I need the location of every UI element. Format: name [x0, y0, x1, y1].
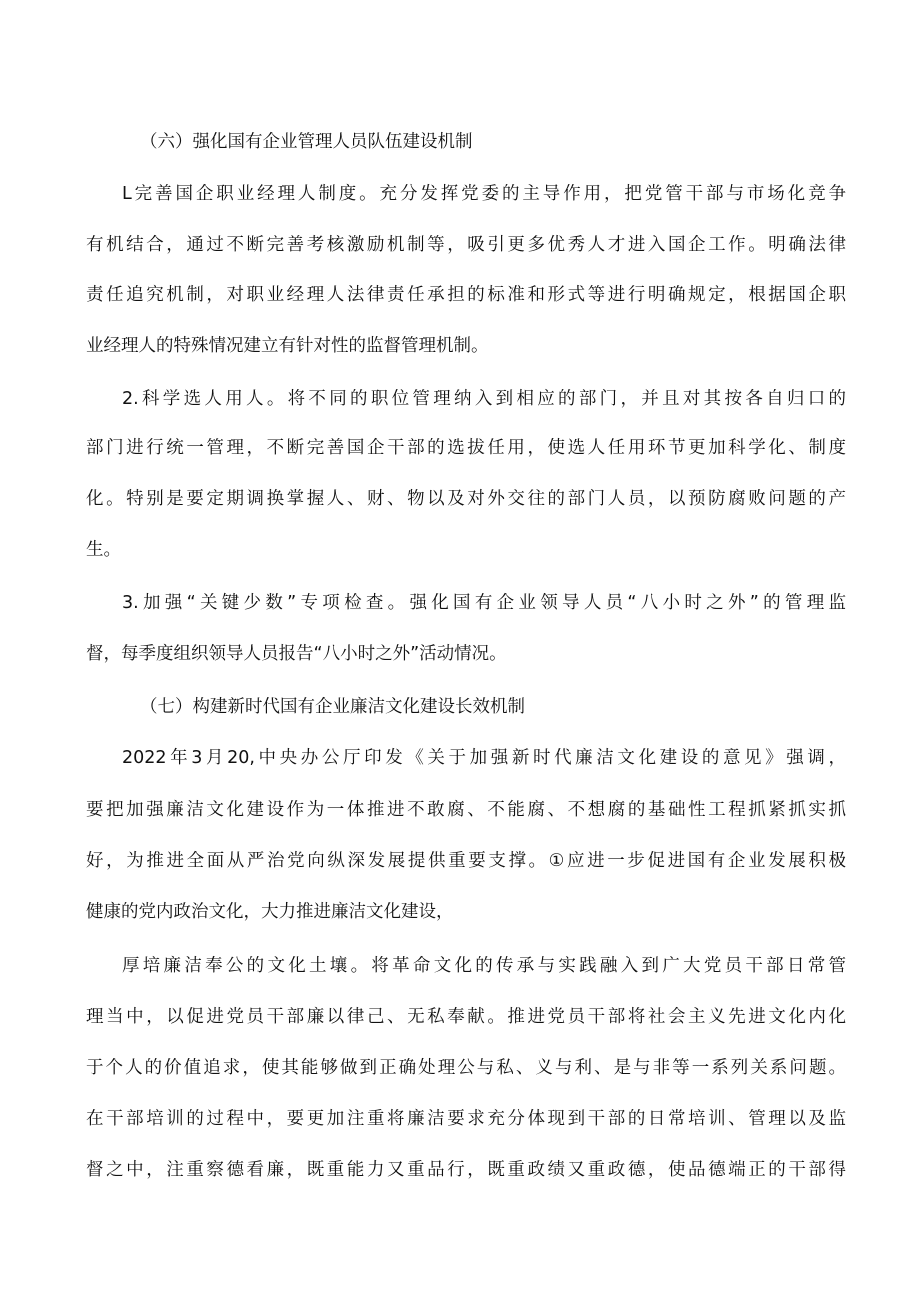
paragraph-line: 健康的党内政治文化，大力推进廉洁文化建设， [86, 902, 454, 922]
paragraph-line: 好，为推进全面从严治党向纵深发展提供重要支撑。①应进一步促进国有企业发展积极 [86, 851, 846, 871]
paragraph-line: 责任追究机制，对职业经理人法律责任承担的标准和形式等进行明确规定，根据国企职 [86, 285, 846, 305]
paragraph-line: 督之中，注重察德看廉，既重能力又重品行，既重政绩又重政德，使品德端正的干部得 [86, 1160, 846, 1180]
paragraph-line: 在干部培训的过程中，要更加注重将廉洁要求充分体现到干部的日常培训、管理以及监 [86, 1109, 846, 1129]
paragraph-line: 2.科学选人用人。将不同的职位管理纳入到相应的部门，并且对其按各自归口的 [122, 389, 846, 409]
paragraph-line: 要把加强廉洁文化建设作为一体推进不敢腐、不能腐、不想腐的基础性工程抓紧抓实抓 [86, 800, 846, 820]
paragraph-line: 生。 [86, 540, 121, 560]
paragraph-line: 部门进行统一管理，不断完善国企干部的选拔任用，使选人任用环节更加科学化、制度 [86, 438, 846, 458]
paragraph-line: 2022年3月20,中央办公厅印发《关于加强新时代廉洁文化建设的意见》强调， [122, 748, 846, 768]
paragraph-line: 有机结合，通过不断完善考核激励机制等，吸引更多优秀人才进入国企工作。明确法律 [86, 235, 846, 255]
paragraph-line: 3.加强“关键少数”专项检查。强化国有企业领导人员“八小时之外”的管理监 [122, 593, 846, 613]
paragraph-line: 理当中，以促进党员干部廉以律己、无私奉献。推进党员干部将社会主义先进文化内化 [86, 1007, 846, 1027]
paragraph-line: 厚培廉洁奉公的文化土壤。将革命文化的传承与实践融入到广大党员干部日常管 [122, 956, 846, 976]
section-heading-6: （六）强化国有企业管理人员队伍建设机制 [140, 132, 473, 152]
paragraph-line: 化。特别是要定期调换掌握人、财、物以及对外交往的部门人员，以预防腐败问题的产 [86, 489, 846, 509]
paragraph-line: 于个人的价值追求，使其能够做到正确处理公与私、义与利、是与非等一系列关系问题。 [86, 1058, 846, 1078]
paragraph-line: 督，每季度组织领导人员报告“八小时之外”活动情况。 [86, 644, 507, 664]
paragraph-line: L完善国企职业经理人制度。充分发挥党委的主导作用，把党管干部与市场化竞争 [122, 184, 846, 204]
paragraph-line: 业经理人的特殊情况建立有针对性的监督管理机制。 [86, 336, 489, 356]
section-heading-7: （七）构建新时代国有企业廉洁文化建设长效机制 [140, 697, 525, 717]
